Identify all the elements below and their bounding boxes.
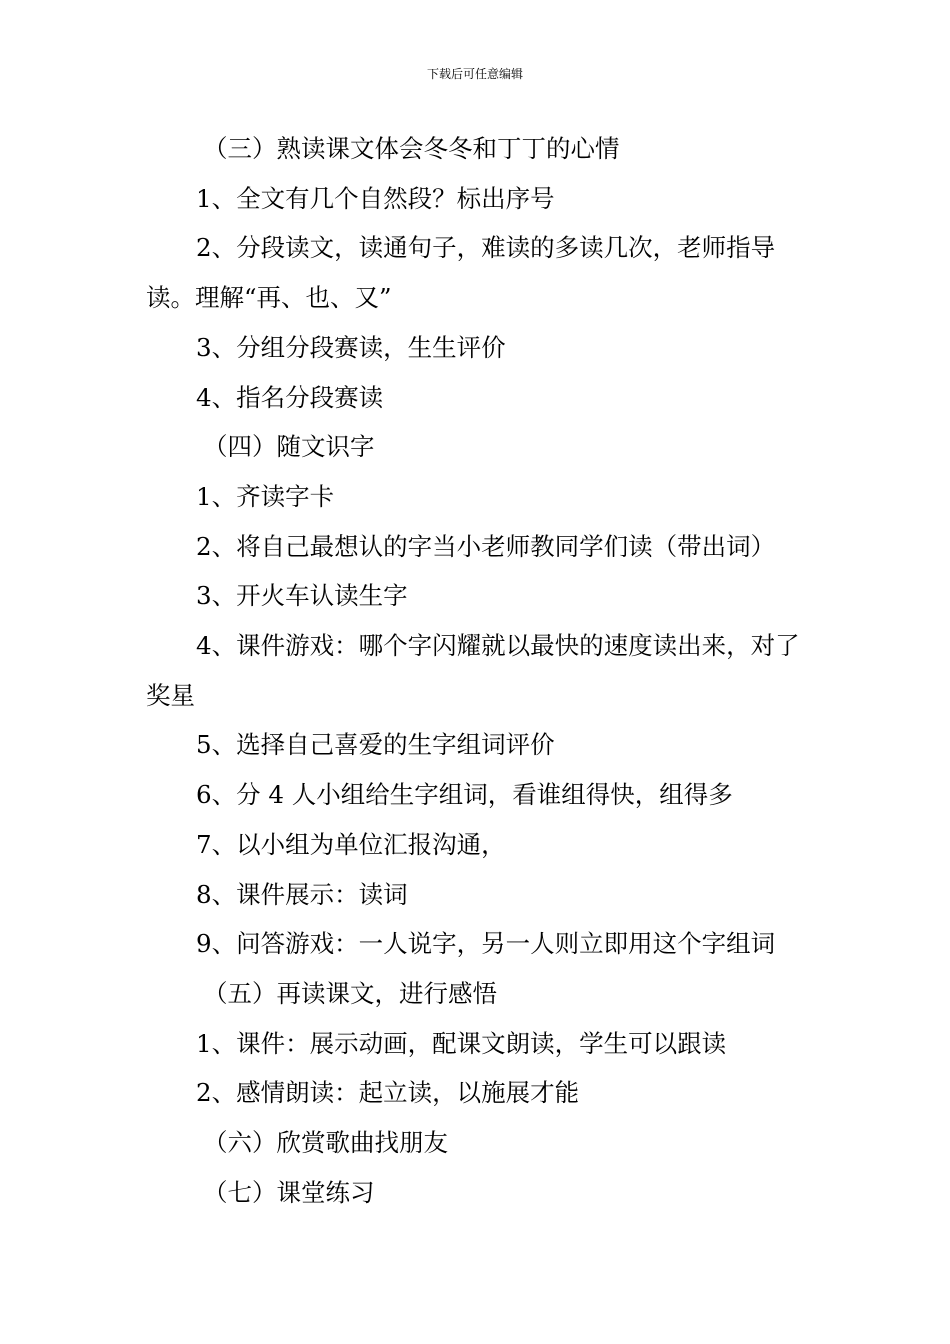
list-item: 8、课件展示：读词	[196, 879, 408, 909]
list-item: 1、全文有几个自然段？标出序号	[196, 183, 555, 213]
list-item: 2、感情朗读：起立读，以施展才能	[196, 1078, 580, 1108]
list-item: 4、指名分段赛读	[196, 382, 384, 412]
section-heading-4: （四）随文识字	[203, 432, 375, 462]
list-item: 6、分 4 人小组给生字组词，看谁组得快，组得多	[196, 780, 733, 810]
section-heading-6: （六）欣赏歌曲找朋友	[203, 1128, 448, 1158]
list-item: 4、课件游戏：哪个字闪耀就以最快的速度读出来，对了奖星	[146, 631, 800, 710]
list-item: 1、齐读字卡	[196, 481, 335, 511]
section-heading-5: （五）再读课文，进行感悟	[203, 978, 497, 1008]
section-heading-3: （三）熟读课文体会冬冬和丁丁的心情	[203, 134, 620, 163]
list-item: 7、以小组为单位汇报沟通，	[196, 829, 506, 859]
list-item: 3、分组分段赛读，生生评价	[196, 332, 506, 362]
list-item: 5、选择自己喜爱的生字组词评价	[196, 730, 555, 760]
list-item: 2、分段读文，读通句子，难读的多读几次，老师指导读。理解“再、也、又”	[146, 233, 776, 313]
document-body	[146, 124, 816, 1217]
list-item: 1、课件：展示动画，配课文朗读，学生可以跟读	[196, 1028, 727, 1058]
list-item: 2、将自己最想认的字当小老师教同学们读（带出词）	[196, 531, 776, 561]
section-heading-7: （七）课堂练习	[203, 1177, 375, 1207]
list-item: 9、问答游戏：一人说字，另一人则立即用这个字组词	[196, 929, 776, 959]
list-item: 3、开火车认读生字	[196, 581, 408, 611]
page-header: 下载后可任意编辑	[426, 67, 523, 81]
